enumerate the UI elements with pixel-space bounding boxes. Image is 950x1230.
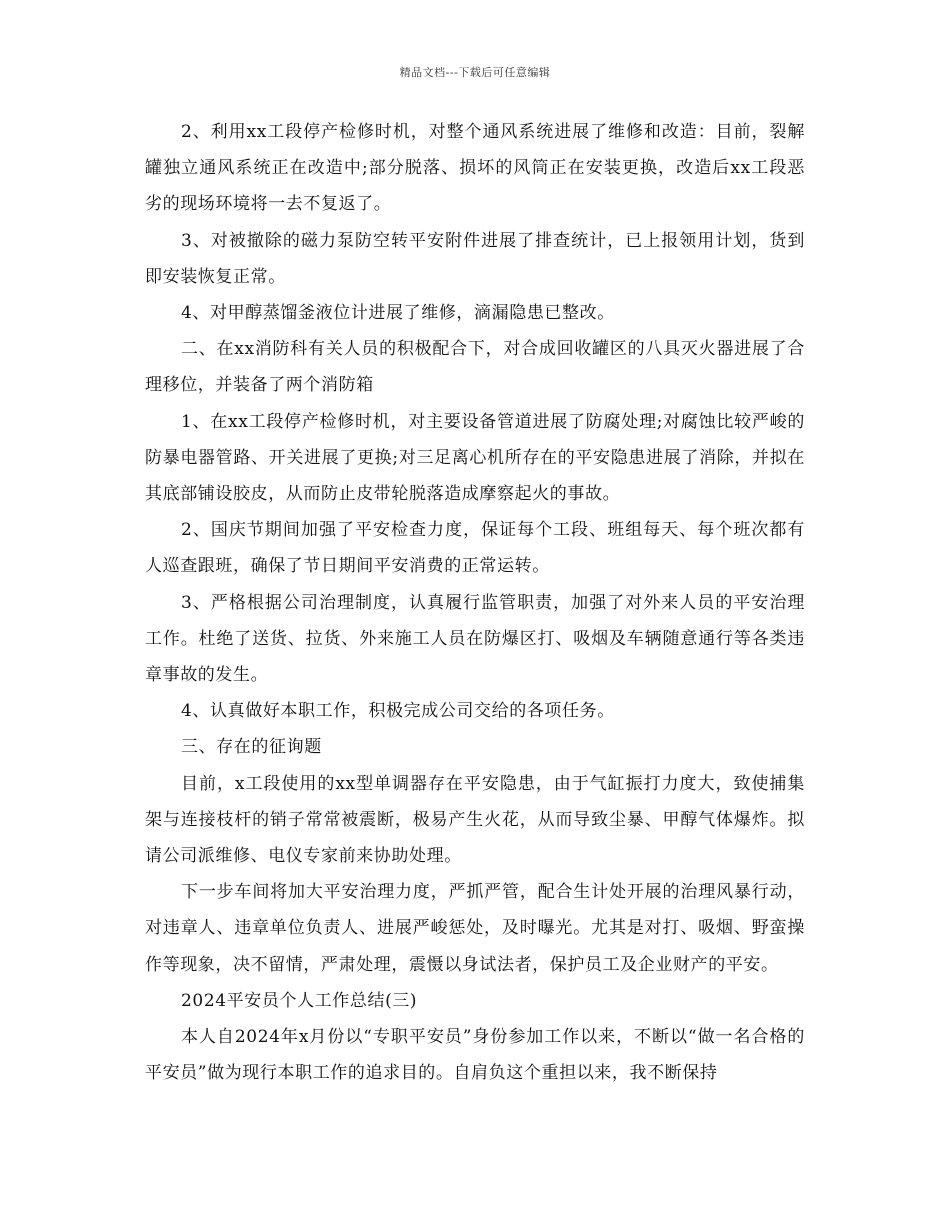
paragraph: 下一步车间将加大平安治理力度，严抓严管，配合生计处开展的治理风暴行动，对违章人、违章单位负责人、进展严峻惩处，及时曝光。尤其是对打、吸烟、野蛮操作等现象，决不留情，严肃处理，震慑以身试法者，保护员工及企业财产的平安。 xyxy=(145,882,805,975)
paragraph: 2、国庆节期间加强了平安检查力度，保证每个工段、班组每天、每个班次都有人巡查跟班，确保了节日期间平安消费的正常运转。 xyxy=(145,520,805,577)
document-body xyxy=(145,114,805,1091)
page-header: 精品文档---下载后可任意编辑 xyxy=(399,66,551,79)
section-heading: 二、在xx消防科有关人员的积极配合下，对合成回收罐区的八具灭火器进展了合理移位，并装备了两个消防箱 xyxy=(145,339,805,396)
section-heading: 三、存在的征询题 xyxy=(181,737,322,758)
paragraph: 4、认真做好本职工作，积极完成公司交给的各项任务。 xyxy=(181,701,615,722)
document-title: 2024平安员个人工作总结(三) xyxy=(181,990,418,1011)
paragraph: 2、利用xx工段停产检修时机，对整个通风系统进展了维修和改造：目前，裂解罐独立通风系统正在改造中;部分脱落、损坏的风筒正在安装更换，改造后xx工段恶劣的现场环境将一去不复返了。 xyxy=(145,122,805,215)
paragraph: 3、对被撤除的磁力泵防空转平安附件进展了排查统计，已上报领用计划，货到即安装恢复正常。 xyxy=(145,230,805,287)
paragraph: 本人自2024年x月份以“专职平安员”身份参加工作以来，不断以“做一名合格的平安员”做为现行本职工作的追求目的。自肩负这个重担以来，我不断保持 xyxy=(145,1027,805,1084)
paragraph: 3、严格根据公司治理制度，认真履行监管职责，加强了对外来人员的平安治理工作。杜绝了送货、拉货、外来施工人员在防爆区打、吸烟及车辆随意通行等各类违章事故的发生。 xyxy=(145,592,805,686)
paragraph: 4、对甲醇蒸馏釜液位计进展了维修，滴漏隐患已整改。 xyxy=(181,303,615,324)
paragraph: 1、在xx工段停产检修时机，对主要设备管道进展了防腐处理;对腐蚀比较严峻的防暴电器管路、开关进展了更换;对三足离心机所存在的平安隐患进展了消除，并拟在其底部铺设胶皮，从而防止皮带轮脱落造成摩察起火的事故。 xyxy=(145,411,805,505)
paragraph: 目前，x工段使用的xx型单调器存在平安隐患，由于气缸振打力度大，致使捕集架与连接枝杆的销子常常被震断，极易产生火花，从而导致尘暴、甲醇气体爆炸。拟请公司派维修、电仪专家前来协助处理。 xyxy=(145,773,805,867)
